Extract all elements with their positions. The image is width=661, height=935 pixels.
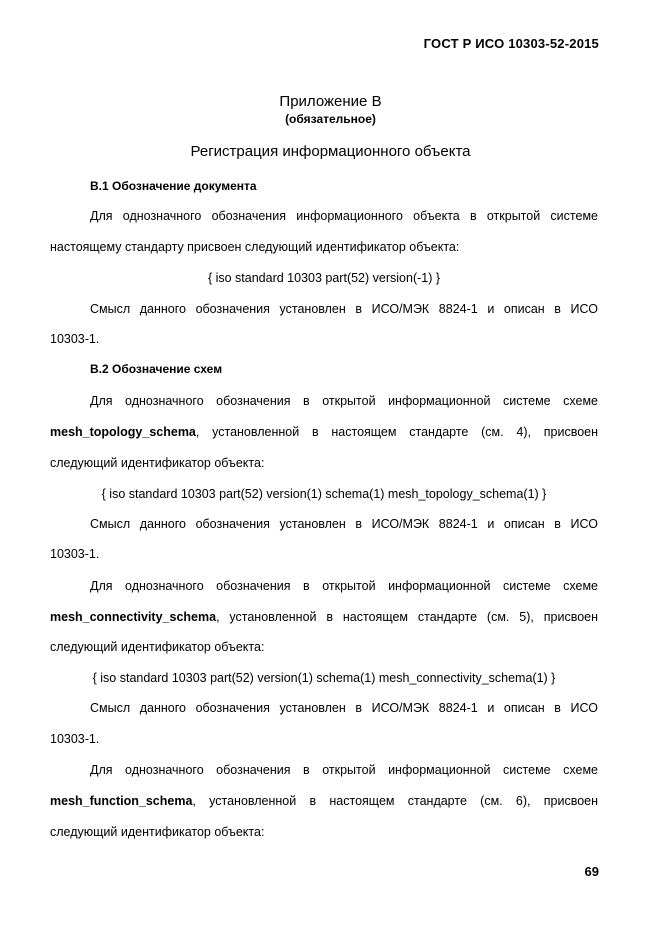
connectivity-meaning-line: Смысл данного обозначения установлен в ИСО/МЭК 8824-1 и описан в ИСО xyxy=(90,701,598,715)
section-b2-heading: В.2 Обозначение схем xyxy=(90,362,223,376)
b1-paragraph-line: Для однозначного обозначения информационного объекта в открытой системе xyxy=(90,209,598,223)
topology-paragraph-line: Для однозначного обозначения в открытой информационной системе схеме xyxy=(90,394,598,408)
document-id-header: ГОСТ Р ИСО 10303-52-2015 xyxy=(423,36,599,51)
connectivity-paragraph-rest: , установленной в настоящем стандарте (см. 5), присвоен xyxy=(216,610,598,624)
topology-meaning-line: Смысл данного обозначения установлен в ИСО/МЭК 8824-1 и описан в ИСО xyxy=(90,517,598,531)
b1-meaning-line: Смысл данного обозначения установлен в ИСО/МЭК 8824-1 и описан в ИСО xyxy=(90,302,598,316)
schema-name: mesh_topology_schema xyxy=(50,425,196,439)
function-paragraph-rest: , установленной в настоящем стандарте (см. 6), присвоен xyxy=(192,794,598,808)
appendix-status: (обязательное) xyxy=(285,112,376,126)
topology-paragraph-line: следующий идентификатор объекта: xyxy=(50,456,265,470)
topology-meaning-line: 10303-1. xyxy=(50,547,100,561)
connectivity-paragraph-line xyxy=(50,609,598,625)
function-paragraph-line: следующий идентификатор объекта: xyxy=(50,825,265,839)
page-number: 69 xyxy=(584,864,599,879)
topology-object-identifier: { iso standard 10303 part(52) version(1) schema(1) mesh_topology_schema(1) } xyxy=(101,487,547,501)
schema-name: mesh_connectivity_schema xyxy=(50,610,217,624)
b1-object-identifier: { iso standard 10303 part(52) version(-1) } xyxy=(207,271,441,285)
section-b1-heading: В.1 Обозначение документа xyxy=(90,179,257,193)
function-paragraph-line xyxy=(50,793,598,809)
connectivity-paragraph-line: следующий идентификатор объекта: xyxy=(50,640,265,654)
appendix-title: Приложение В xyxy=(279,93,382,110)
appendix-heading: Регистрация информационного объекта xyxy=(190,143,471,160)
function-paragraph-line: Для однозначного обозначения в открытой информационной системе схеме xyxy=(90,763,598,777)
topology-paragraph-line xyxy=(50,424,598,440)
b1-meaning-line: 10303-1. xyxy=(50,332,100,346)
schema-name: mesh_function_schema xyxy=(50,794,193,808)
connectivity-object-identifier: { iso standard 10303 part(52) version(1) schema(1) mesh_connectivity_schema(1) } xyxy=(92,671,556,685)
connectivity-paragraph-line: Для однозначного обозначения в открытой информационной системе схеме xyxy=(90,579,598,593)
connectivity-meaning-line: 10303-1. xyxy=(50,732,100,746)
b1-paragraph-line: настоящему стандарту присвоен следующий идентификатор объекта: xyxy=(50,240,460,254)
topology-paragraph-rest: , установленной в настоящем стандарте (см. 4), присвоен xyxy=(195,425,598,439)
